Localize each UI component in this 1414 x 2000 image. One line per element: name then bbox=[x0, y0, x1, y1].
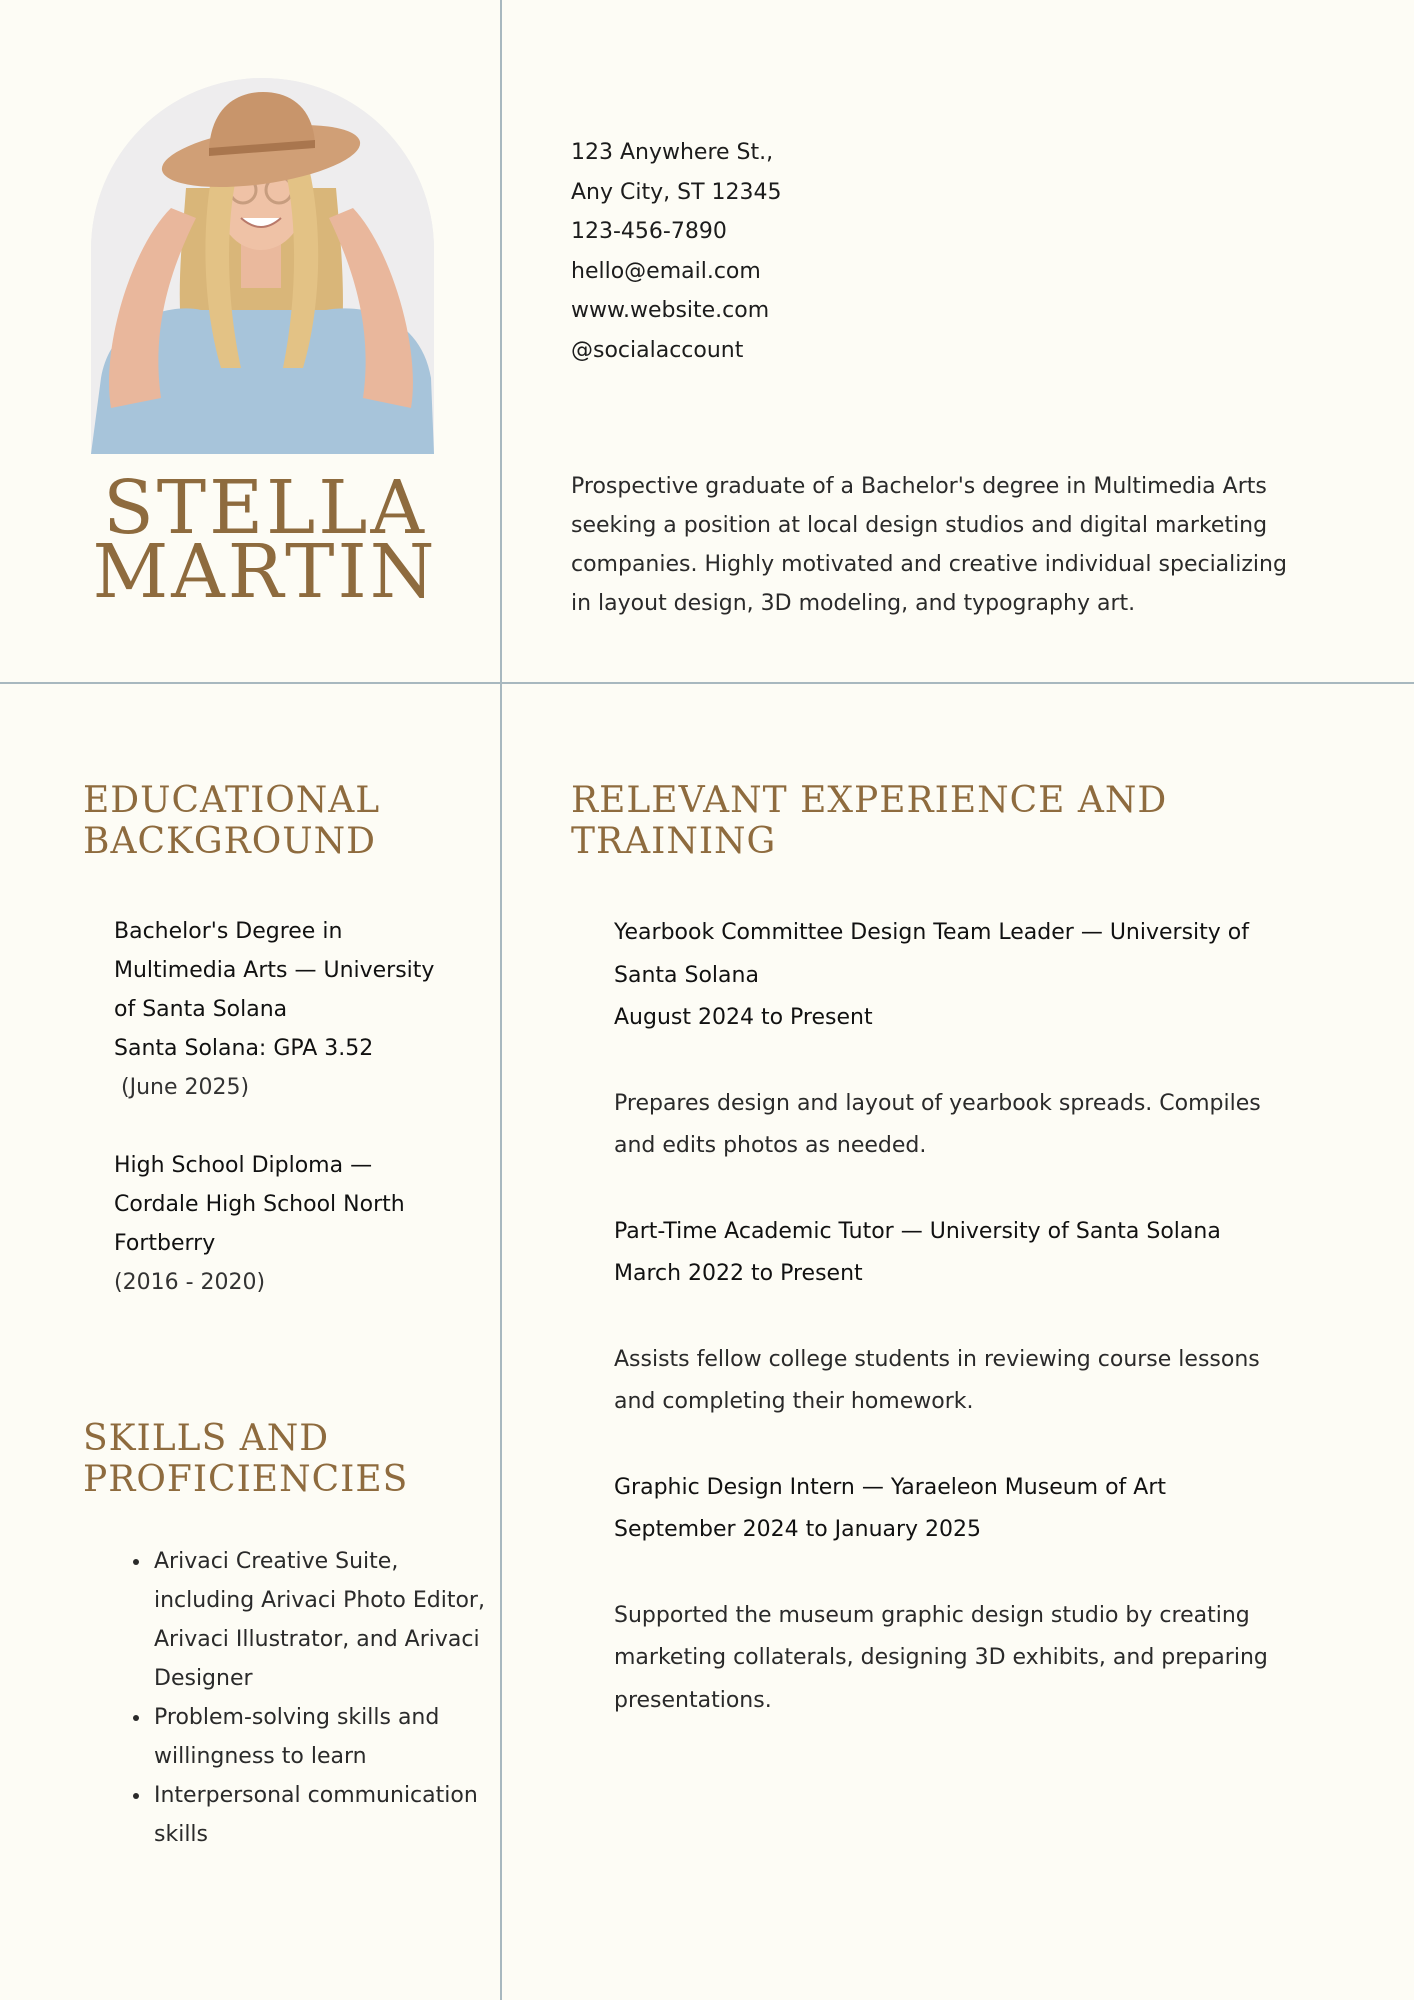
education-line: Santa Solana: GPA 3.52 bbox=[114, 1036, 374, 1061]
experience-description: Supported the museum graphic design studio by creating marketing collaterals, designing 3D exhibits, and preparing presentations. bbox=[614, 1602, 1268, 1713]
education-heading-line-2: BACKGROUND bbox=[83, 821, 376, 862]
contact-block bbox=[571, 133, 782, 370]
skills-heading-line-1: SKILLS AND bbox=[83, 1418, 330, 1459]
last-name: MARTIN bbox=[92, 529, 438, 615]
education-line: Bachelor's Degree in bbox=[114, 919, 343, 944]
experience-period: August 2024 to Present bbox=[614, 1005, 873, 1030]
horizontal-divider bbox=[0, 682, 1414, 684]
email-address[interactable]: hello@email.com bbox=[571, 258, 761, 284]
address-line-1: 123 Anywhere St., bbox=[571, 140, 774, 165]
social-handle[interactable]: @socialaccount bbox=[571, 337, 744, 363]
education-line: of Santa Solana bbox=[114, 997, 288, 1022]
portrait-photo bbox=[91, 78, 434, 454]
skills-heading-line-2: PROFICIENCIES bbox=[83, 1459, 409, 1500]
vertical-divider bbox=[500, 0, 502, 2000]
experience-role: Yearbook Committee Design Team Leader — University of bbox=[614, 920, 1249, 945]
experience-role: Graphic Design Intern — Yaraeleon Museum of Art bbox=[614, 1474, 1167, 1500]
experience-role: Part-Time Academic Tutor — University of Santa Solana bbox=[614, 1218, 1221, 1244]
experience-entry bbox=[614, 912, 1294, 1168]
education-heading bbox=[83, 780, 380, 862]
full-name bbox=[60, 465, 470, 615]
first-name: STELLA bbox=[103, 465, 427, 551]
education-date: (2016 - 2020) bbox=[114, 1270, 266, 1295]
experience-heading-line-1: RELEVANT EXPERIENCE AND bbox=[571, 780, 1168, 821]
experience-heading bbox=[571, 780, 1167, 862]
education-line: Fortberry bbox=[114, 1231, 216, 1256]
experience-period: March 2022 to Present bbox=[614, 1261, 863, 1286]
experience-list bbox=[614, 912, 1294, 1765]
education-line: Cordale High School North bbox=[114, 1192, 405, 1217]
education-entry bbox=[114, 912, 464, 1107]
address-line-2: Any City, ST 12345 bbox=[571, 179, 782, 205]
experience-entry bbox=[614, 1211, 1294, 1424]
profile-summary: Prospective graduate of a Bachelor's degree in Multimedia Arts seeking a position at local design studios and digital marketing companies. Highly motivated and creative individual specializing in layout design, 3D modeling, and typography art. bbox=[571, 474, 1287, 616]
education-line: High School Diploma — bbox=[114, 1153, 373, 1178]
portrait-illustration bbox=[91, 78, 434, 454]
phone-number: 123-456-7890 bbox=[571, 219, 727, 244]
skills-heading bbox=[83, 1418, 408, 1500]
experience-entry bbox=[614, 1467, 1294, 1723]
experience-description: Prepares design and layout of yearbook spreads. Compiles and edits photos as needed. bbox=[614, 1090, 1261, 1158]
education-line: Multimedia Arts — University bbox=[114, 958, 435, 983]
skill-item: • Interpersonal communication skills bbox=[152, 1776, 492, 1854]
skill-item: • Arivaci Creative Suite, including Arivaci Photo Editor, Arivaci Illustrator, and Arivaci Designer bbox=[152, 1542, 492, 1698]
experience-heading-line-2: TRAINING bbox=[571, 821, 777, 862]
education-entry bbox=[114, 1146, 464, 1302]
experience-role-cont: Santa Solana bbox=[614, 962, 759, 988]
skills-list bbox=[120, 1542, 492, 1854]
experience-period: September 2024 to January 2025 bbox=[614, 1517, 982, 1542]
education-heading-line-1: EDUCATIONAL bbox=[83, 780, 381, 821]
education-list bbox=[114, 912, 464, 1341]
skill-item: • Problem-solving skills and willingness to learn bbox=[152, 1698, 492, 1776]
website-link[interactable]: www.website.com bbox=[571, 298, 770, 323]
experience-description: Assists fellow college students in reviewing course lessons and completing their homework. bbox=[614, 1346, 1260, 1414]
education-date: (June 2025) bbox=[114, 1075, 250, 1100]
